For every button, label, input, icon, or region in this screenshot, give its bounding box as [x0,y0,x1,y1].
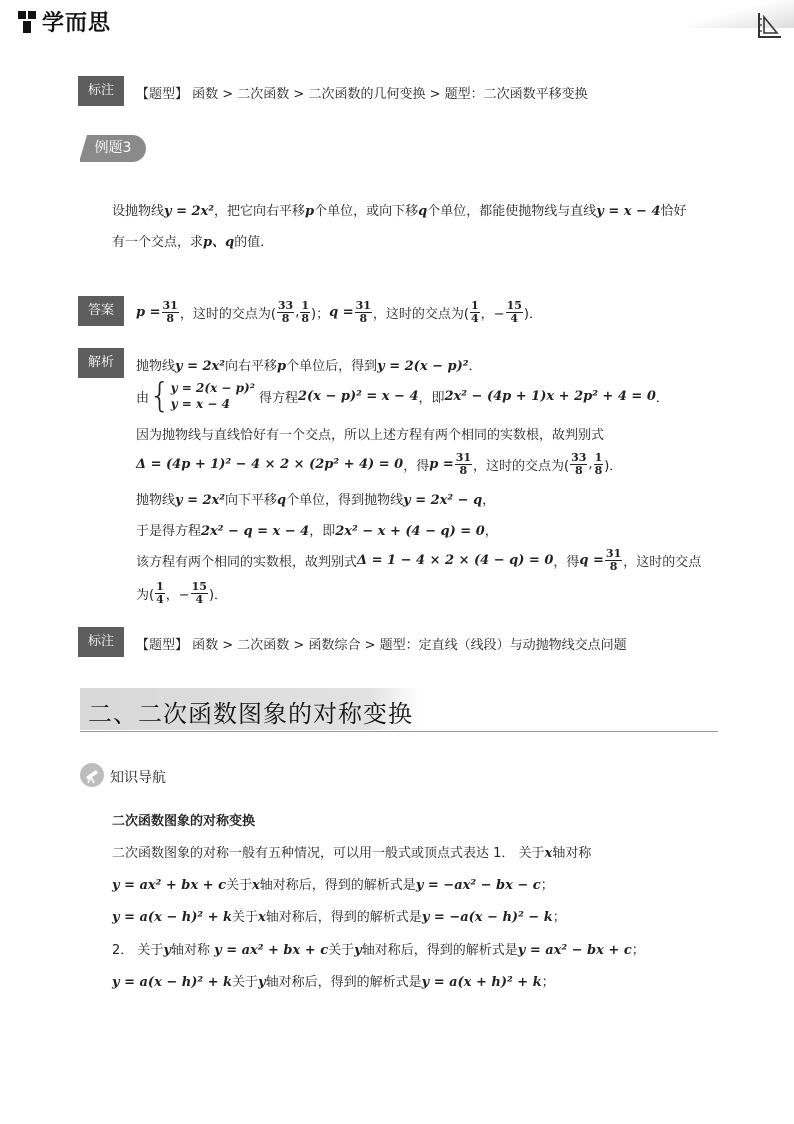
answer-label: 答案 [78,296,124,326]
knowledge-intro: 二次函数图象的对称一般有五种情况，可以用一般式或顶点式表达 1． 关于x轴对称 [112,846,592,861]
solution-line-3: 因为抛物线与直线恰好有一个交点，所以上述方程有两个相同的实数根，故判别式 [136,428,605,443]
fraction: $\frac{31}{8}$ [605,546,622,573]
fraction: $\frac{15}{4}$ [191,579,207,606]
math: p、q [203,235,235,250]
fraction: $\frac{1}{8}$ [301,298,310,325]
solution-line-8: 为( $\frac{1}{4}$ ，− $\frac{15}{4}$ )． [136,579,228,606]
telescope-icon [80,763,104,787]
logo-icon [18,9,38,35]
math: p [305,204,315,219]
example-label: 例题3 [80,135,146,162]
solution-line-2: 由 { y = 2(x − p)² y = x − 4 得方程 2(x − p)² = x − 4 ，即 2x² − (4p + 1)x + 2p² + 4 = 0 ． [136,376,669,416]
example-question-line-2: 有一个交点，求p、q的值． [112,235,274,250]
logo-text: 学而思 [42,11,112,36]
brand-logo [18,6,111,37]
solution-line-5: 抛物线y = 2x²向下平移q个单位，得到抛物线y = 2x² − q， [136,493,496,508]
rule-line-1: y = ax² + bx + c关于x轴对称后，得到的解析式是y = −ax² − bx − c； [112,878,554,893]
knowledge-nav-label: 知识导航 [110,770,166,786]
fraction: $\frac{1}{4}$ [471,298,479,325]
fraction: $\frac{33}{8}$ [277,298,294,325]
math: q [418,204,428,219]
solution-line-1: 抛物线y = 2x²向右平移p个单位后，得到y = 2(x − p)²． [136,359,482,374]
math: y = 2x² [164,204,215,219]
math: y = x − 4 [596,204,661,219]
section-divider [80,731,718,732]
solution-line-7: 该方程有两个相同的实数根，故判别式 Δ = 1 − 4 × 2 × (4 − q) = 0 ，得 q = $\frac{31}{8}$ ，这时的交点 [136,546,702,573]
section-title: 二、二次函数图象的对称变换 [88,700,413,728]
fraction: $\frac{1}{4}$ [156,579,164,606]
rule-line-2: y = a(x − h)² + k关于x轴对称后，得到的解析式是y = −a(x − h)² − k； [112,910,566,925]
answer-line: p = $\frac{31}{8}$ ，这时的交点为( $\frac{33}{8}$ , $\frac{1}{8}$ )； q = $\frac{31}{8}$ ，这时的交点为( $\frac{1}{4}$ ，− $\frac{15}{4}$ )． [136,298,542,325]
fraction: $\frac{31}{8}$ [162,298,178,325]
tag-label: 标注 [78,627,124,657]
solution-line-6: 于是得方程2x² − q = x − 4，即2x² − x + (4 − q) = 0， [136,524,498,539]
fraction: $\frac{33}{8}$ [571,450,587,477]
solution-label: 解析 [78,348,124,378]
tag-text: 【题型】 函数 > 二次函数 > 二次函数的几何变换 > 题型：二次函数平移变换 [136,87,588,102]
equation-system: y = 2(x − p)² y = x − 4 [170,381,255,411]
rule-line-3: 2． 关于y轴对称 y = ax² + bx + c关于y轴对称后，得到的解析式是y = ax² − bx + c； [112,943,645,958]
solution-line-4: Δ = (4p + 1)² − 4 × 2 × (2p² + 4) = 0 ，得 p = $\frac{31}{8}$ ，这时的交点为( $\frac{33}{8}$ , $\frac{1}{8}$ )． [136,450,623,477]
fraction: $\frac{1}{8}$ [594,450,603,477]
rule-line-4: y = a(x − h)² + k关于y轴对称后，得到的解析式是y = a(x + h)² + k； [112,975,555,990]
fraction: $\frac{15}{4}$ [506,298,522,325]
tag-text: 【题型】 函数 > 二次函数 > 函数综合 > 题型：定直线（线段）与动抛物线交点问题 [136,638,627,653]
left-brace: { [149,376,171,416]
knowledge-heading: 二次函数图象的对称变换 [112,814,256,829]
fraction: $\frac{31}{8}$ [355,298,371,325]
fraction: $\frac{31}{8}$ [455,450,472,477]
tag-label: 标注 [78,76,124,106]
example-question-line-1: 设抛物线y = 2x²，把它向右平移p个单位，或向下移q个单位，都能使抛物线与直线y = x − 4恰好 [112,204,687,219]
ruler-triangle-icon [757,11,783,39]
